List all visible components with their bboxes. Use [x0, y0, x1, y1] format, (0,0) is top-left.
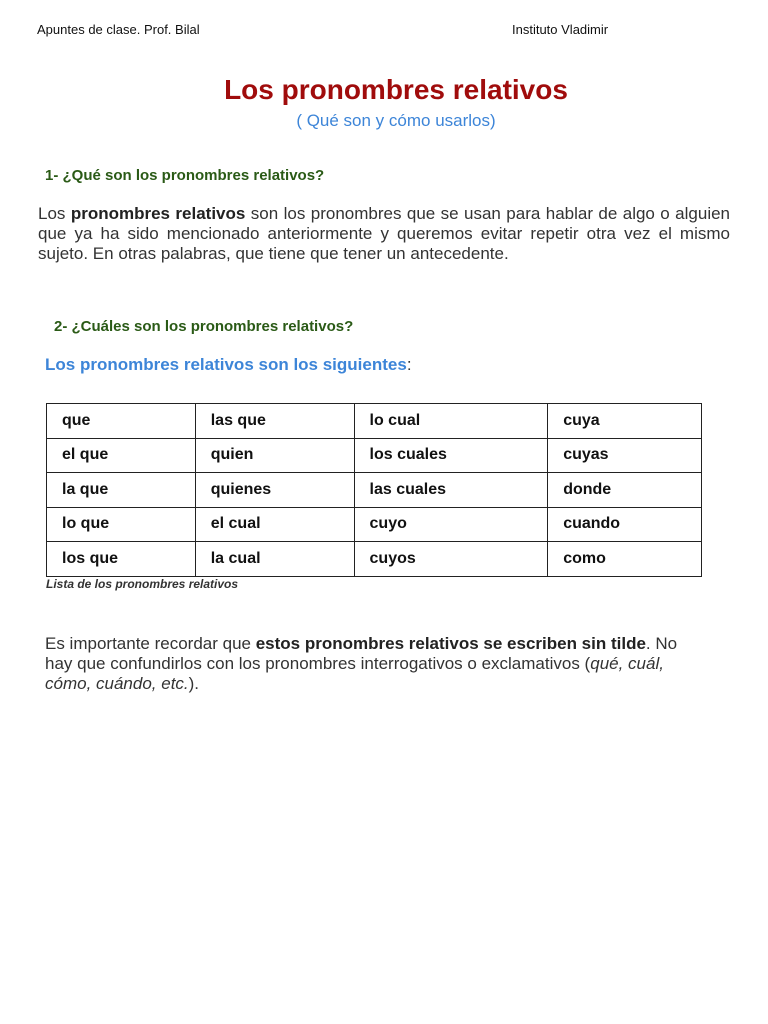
table-cell: las que: [195, 404, 354, 439]
header-author: Apuntes de clase. Prof. Bilal: [37, 22, 200, 37]
table-cell: cuyo: [354, 507, 548, 542]
table-row: [47, 473, 702, 508]
table-cell: los cuales: [354, 438, 548, 473]
table-cell: quien: [195, 438, 354, 473]
page-subtitle: ( Qué son y cómo usarlos): [296, 111, 496, 130]
table-cell: los que: [47, 542, 196, 577]
list-intro-colon: :: [406, 355, 412, 374]
note-text-middle: . No hay que confundirlos con los pronombres interrogativos o exclamativos (: [45, 634, 678, 673]
table-cell: la cual: [195, 542, 354, 577]
table-cell: que: [47, 404, 196, 439]
note-text-italic: qué, cuál, cómo, cuándo, etc.: [45, 654, 664, 693]
table-cell: la que: [47, 473, 196, 508]
table-row: [47, 507, 702, 542]
definition-text-bold: pronombres relativos: [70, 204, 246, 223]
table-cell: el cual: [195, 507, 354, 542]
table-row: [47, 438, 702, 473]
definition-text-end: son los pronombres que se usan para hablar de algo o alguien que ya ha sido mencionado anteriormente y queremos evitar repetir otra vez el mismo sujeto. En otras palabras, que tiene que tener un antecedente.: [38, 204, 731, 263]
definition-paragraph: [38, 204, 730, 264]
list-intro-text: Los pronombres relativos son los siguientes: [45, 355, 407, 374]
table-cell: cuya: [548, 404, 702, 439]
note-paragraph: [45, 634, 705, 694]
page-title: Los pronombres relativos: [224, 74, 568, 105]
table-cell: cuyos: [354, 542, 548, 577]
table-cell: el que: [47, 438, 196, 473]
table-cell: donde: [548, 473, 702, 508]
table-cell: lo cual: [354, 404, 548, 439]
table-caption: Lista de los pronombres relativos: [46, 577, 239, 591]
table-cell: cuando: [548, 507, 702, 542]
note-text-bold: estos pronombres relativos se escriben sin tilde: [255, 634, 646, 653]
definition-text-start: Los: [38, 204, 71, 223]
header-institute: Instituto Vladimir: [512, 22, 609, 37]
table-cell: como: [548, 542, 702, 577]
note-text-start: Es importante recordar que: [45, 634, 256, 653]
section-heading-what: 1- ¿Qué son los pronombres relativos?: [45, 167, 325, 184]
section-heading-which: 2- ¿Cuáles son los pronombres relativos?: [54, 318, 354, 335]
note-text-end: ).: [188, 674, 200, 693]
table-cell: las cuales: [354, 473, 548, 508]
list-intro: [45, 355, 412, 375]
table-row: [47, 404, 702, 439]
table-cell: lo que: [47, 507, 196, 542]
table-row: [47, 542, 702, 577]
pronouns-table: [46, 403, 702, 577]
table-cell: cuyas: [548, 438, 702, 473]
table-cell: quienes: [195, 473, 354, 508]
